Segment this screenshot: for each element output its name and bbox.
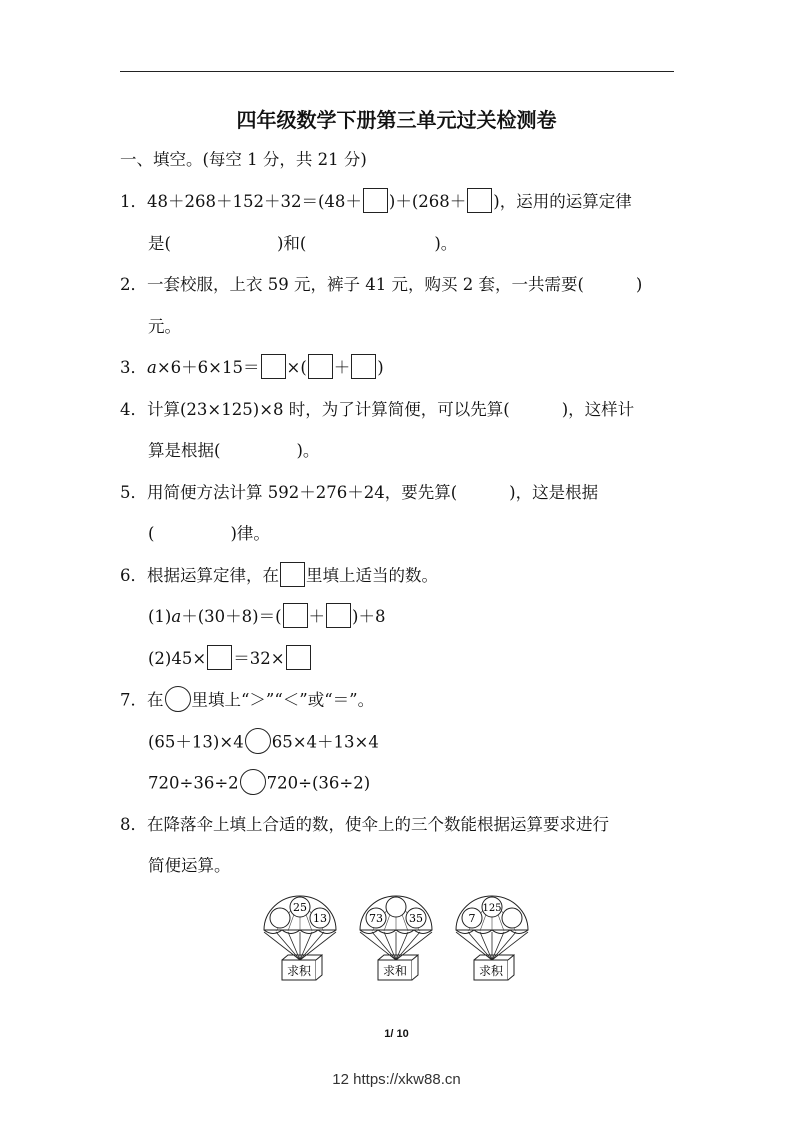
question-2: 2．一套校服，上衣 59 元，裤子 41 元，购买 2 套，一共需要( ) — [120, 275, 643, 294]
page-number: 1/ 10 — [384, 1028, 409, 1040]
question-6: 6．根据运算定律，在 里填上适当的数。 — [120, 564, 438, 589]
parachute — [360, 896, 432, 980]
question-6-part-1: (1)a＋(30＋8)＝( ＋ )＋8 — [148, 605, 385, 630]
q-num: 1． — [120, 192, 147, 211]
answer-box[interactable] — [363, 188, 388, 213]
parachute — [456, 896, 528, 980]
question-5: 5．用简便方法计算 592＋276＋24，要先算( )，这是根据 — [120, 483, 599, 502]
canopy-number: 125 — [482, 903, 502, 914]
answer-box[interactable] — [283, 603, 308, 628]
answer-box[interactable] — [286, 645, 311, 670]
section-heading: 一、填空。(每空 1 分，共 21 分) — [120, 150, 367, 169]
canopy-circle-top[interactable] — [386, 897, 406, 917]
sample-circle — [165, 686, 191, 712]
canopy-number: 13 — [313, 912, 327, 925]
top-rule — [120, 71, 674, 72]
question-2-cont: 元。 — [148, 317, 181, 336]
question-8-cont: 简便运算。 — [148, 856, 231, 875]
question-1-cont: 是( )和( )。 — [148, 234, 458, 253]
parachute — [264, 896, 336, 980]
page-title: 四年级数学下册第三单元过关检测卷 — [236, 108, 557, 132]
question-7-expr-1: (65＋13)×4 65×4＋13×4 — [148, 730, 379, 756]
answer-box[interactable] — [261, 354, 286, 379]
question-4-cont: 算是根据( )。 — [148, 441, 320, 460]
answer-box[interactable] — [308, 354, 333, 379]
parachutes-figure — [260, 888, 540, 988]
question-8: 8．在降落伞上填上合适的数，使伞上的三个数能根据运算要求进行 — [120, 815, 609, 834]
answer-box[interactable] — [467, 188, 492, 213]
question-7-expr-2: 720÷36÷2 720÷(36÷2) — [148, 771, 370, 797]
question-3: 3．a×6＋6×15＝ ×( ＋ ) — [120, 356, 384, 381]
site-watermark: 12 https://xkw88.cn — [332, 1071, 461, 1088]
question-7: 7．在 里填上“＞”“＜”或“＝”。 — [120, 688, 374, 714]
compare-circle[interactable] — [240, 769, 266, 795]
sample-box — [280, 562, 305, 587]
answer-box[interactable] — [207, 645, 232, 670]
canopy-circle-left[interactable] — [270, 908, 290, 928]
question-1: 1．48＋268＋152＋32＝(48＋ )＋(268＋ )，运用的运算定律 — [120, 190, 632, 215]
cargo-label: 求和 — [382, 964, 408, 978]
cargo-label: 求积 — [478, 964, 504, 978]
canopy-number: 35 — [409, 912, 423, 925]
cargo-label: 求积 — [286, 964, 312, 978]
compare-circle[interactable] — [245, 728, 271, 754]
answer-box[interactable] — [326, 603, 351, 628]
answer-box[interactable] — [351, 354, 376, 379]
question-4: 4．计算(23×125)×8 时，为了计算简便，可以先算( )，这样计 — [120, 400, 635, 419]
canopy-number: 7 — [468, 912, 476, 925]
canopy-circle-right[interactable] — [502, 908, 522, 928]
canopy-number: 25 — [293, 901, 307, 914]
question-6-part-2: (2)45× ＝32× — [148, 647, 312, 672]
question-5-cont: ( )律。 — [148, 524, 270, 543]
canopy-number: 73 — [369, 912, 383, 925]
